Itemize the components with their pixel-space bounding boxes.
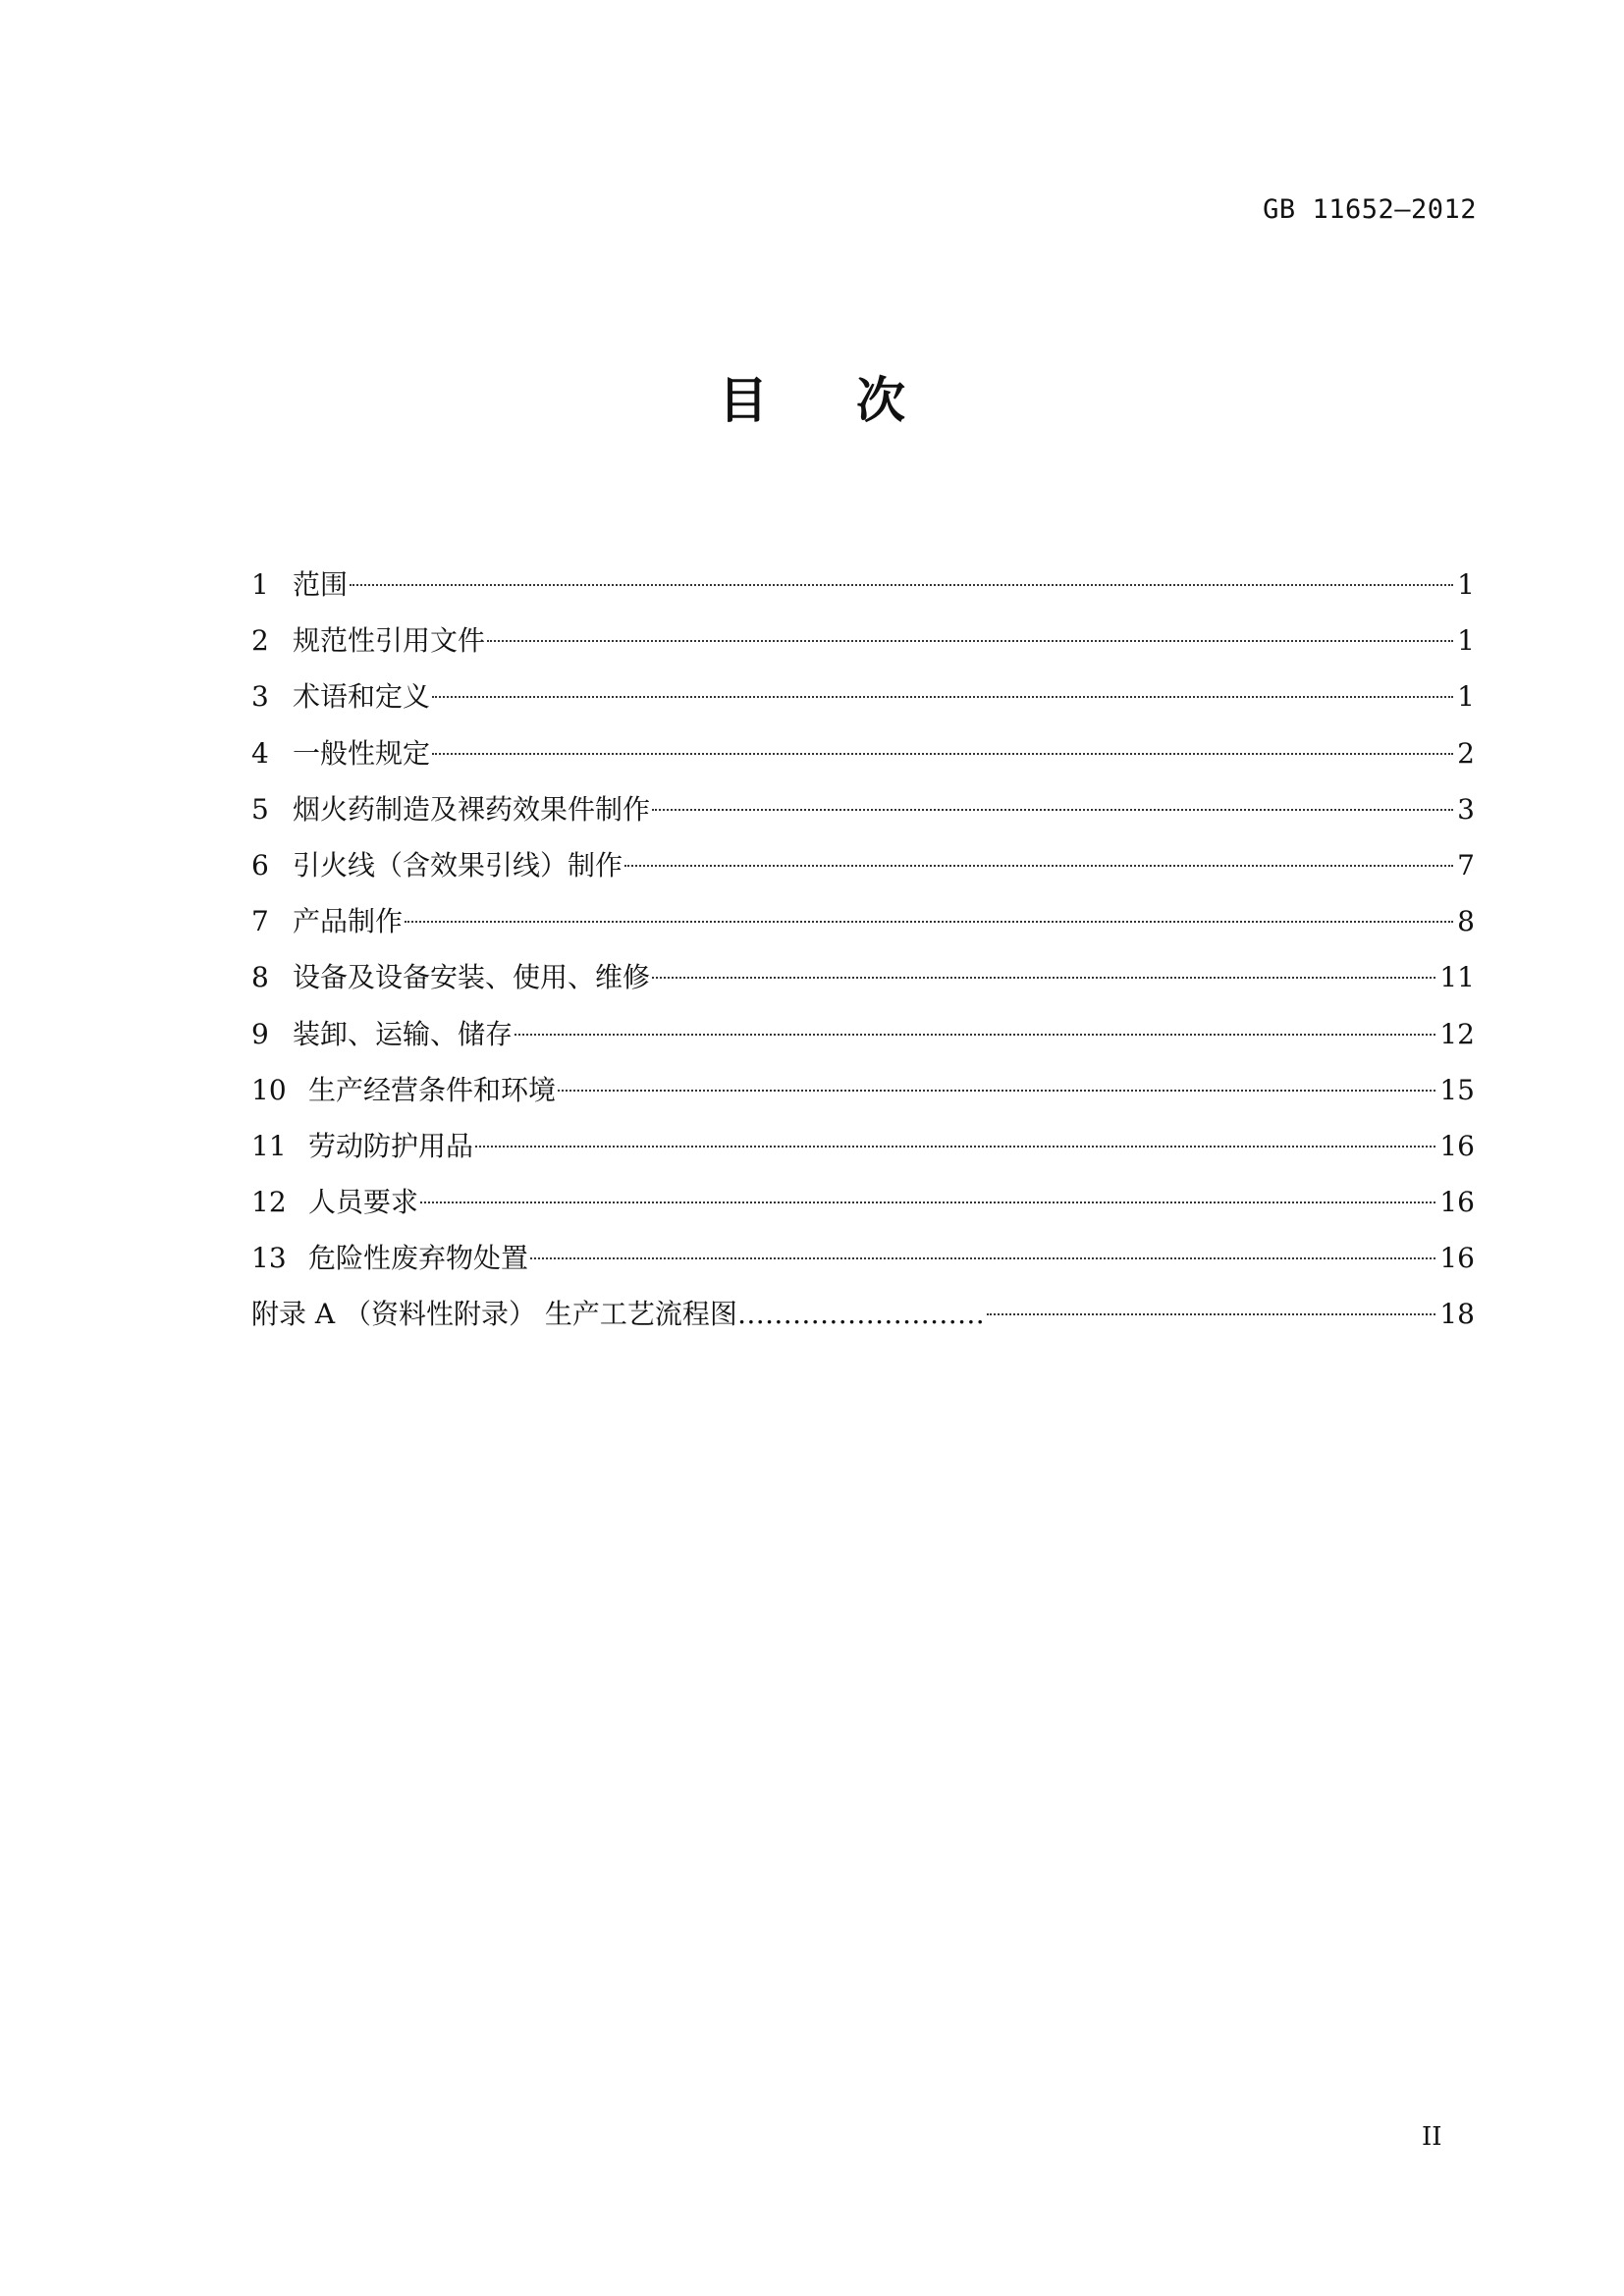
table-of-contents (251, 557, 1475, 1343)
toc-entry-title: 人员要求 (308, 1186, 419, 1219)
toc-entry-page: 8 (1457, 905, 1475, 938)
toc-dot-leader (405, 921, 1453, 923)
toc-entry[interactable] (251, 1118, 1475, 1174)
toc-entry[interactable] (251, 893, 1475, 949)
toc-entry-page: 2 (1457, 736, 1475, 770)
toc-dot-leader (558, 1090, 1435, 1092)
toc-entry-page: 16 (1439, 1129, 1475, 1162)
toc-entry[interactable] (251, 781, 1475, 837)
toc-entry-page: 7 (1457, 848, 1475, 881)
toc-dot-leader (652, 977, 1435, 979)
toc-entry-page: 1 (1457, 568, 1475, 601)
toc-entry-page: 11 (1439, 961, 1475, 994)
toc-entry-number: 8 (251, 961, 269, 994)
toc-dot-leader (487, 640, 1453, 642)
toc-entry-title: 引火线（含效果引线）制作 (293, 848, 623, 881)
toc-dot-leader (432, 753, 1453, 755)
toc-entry-page: 15 (1439, 1073, 1475, 1106)
toc-entry-title: 劳动防护用品 (308, 1129, 474, 1162)
toc-entry-page: 16 (1439, 1186, 1475, 1219)
toc-entry-title: 设备及设备安装、使用、维修 (293, 961, 651, 994)
toc-entry-number: 2 (251, 624, 269, 658)
toc-dot-leader (350, 584, 1453, 586)
toc-entry-page: 1 (1457, 624, 1475, 658)
toc-entry-title: 范围 (293, 568, 349, 601)
toc-dot-leader (432, 696, 1453, 698)
toc-entry-title: 规范性引用文件 (293, 624, 486, 658)
toc-dot-leader (475, 1146, 1435, 1148)
toc-dot-leader (624, 865, 1453, 867)
toc-dot-leader (420, 1201, 1435, 1203)
toc-entry-page: 18 (1439, 1298, 1475, 1331)
toc-entry-number: 1 (251, 568, 269, 601)
toc-entry-number: 12 (251, 1186, 287, 1219)
toc-entry-page: 3 (1457, 792, 1475, 826)
toc-entry[interactable] (251, 557, 1475, 613)
toc-entry-number: 11 (251, 1129, 287, 1162)
toc-entry-title: 产品制作 (293, 905, 404, 938)
toc-entry[interactable] (251, 613, 1475, 668)
toc-entry-page: 12 (1439, 1017, 1475, 1050)
toc-entry-number: 3 (251, 680, 269, 714)
toc-entry-title: 一般性规定 (293, 736, 431, 770)
toc-entry[interactable] (251, 949, 1475, 1005)
toc-entry-number: 13 (251, 1242, 287, 1275)
toc-title: 目次 (719, 372, 994, 429)
toc-entry[interactable] (251, 1006, 1475, 1062)
toc-dot-leader (514, 1034, 1435, 1036)
toc-entry-number: 9 (251, 1017, 269, 1050)
toc-entry[interactable] (251, 725, 1475, 781)
toc-entry-title: 烟火药制造及裸药效果件制作 (293, 792, 651, 826)
toc-entry[interactable] (251, 668, 1475, 724)
toc-dot-leader (987, 1313, 1435, 1315)
toc-dot-leader (530, 1257, 1435, 1259)
document-standard-number: GB 11652—2012 (1263, 194, 1477, 225)
toc-entry[interactable] (251, 1230, 1475, 1286)
toc-entry-title: 附录 A （资料性附录） 生产工艺流程图……………………… (251, 1298, 985, 1331)
toc-entry-title: 生产经营条件和环境 (308, 1073, 557, 1106)
toc-entry-appendix[interactable] (251, 1286, 1475, 1342)
toc-entry-title: 装卸、运输、储存 (293, 1017, 514, 1050)
toc-entry-number: 6 (251, 848, 269, 881)
toc-entry-title: 术语和定义 (293, 680, 431, 714)
toc-entry-number: 4 (251, 736, 269, 770)
toc-entry-title: 危险性废弃物处置 (308, 1242, 529, 1275)
toc-entry-page: 16 (1439, 1242, 1475, 1275)
page-number: II (1422, 2122, 1442, 2152)
toc-entry-number: 10 (251, 1073, 287, 1106)
toc-entry-page: 1 (1457, 680, 1475, 714)
toc-entry[interactable] (251, 1174, 1475, 1230)
toc-dot-leader (652, 809, 1453, 811)
toc-entry[interactable] (251, 1062, 1475, 1118)
toc-entry-number: 7 (251, 905, 269, 938)
toc-entry[interactable] (251, 837, 1475, 893)
toc-entry-number: 5 (251, 792, 269, 826)
